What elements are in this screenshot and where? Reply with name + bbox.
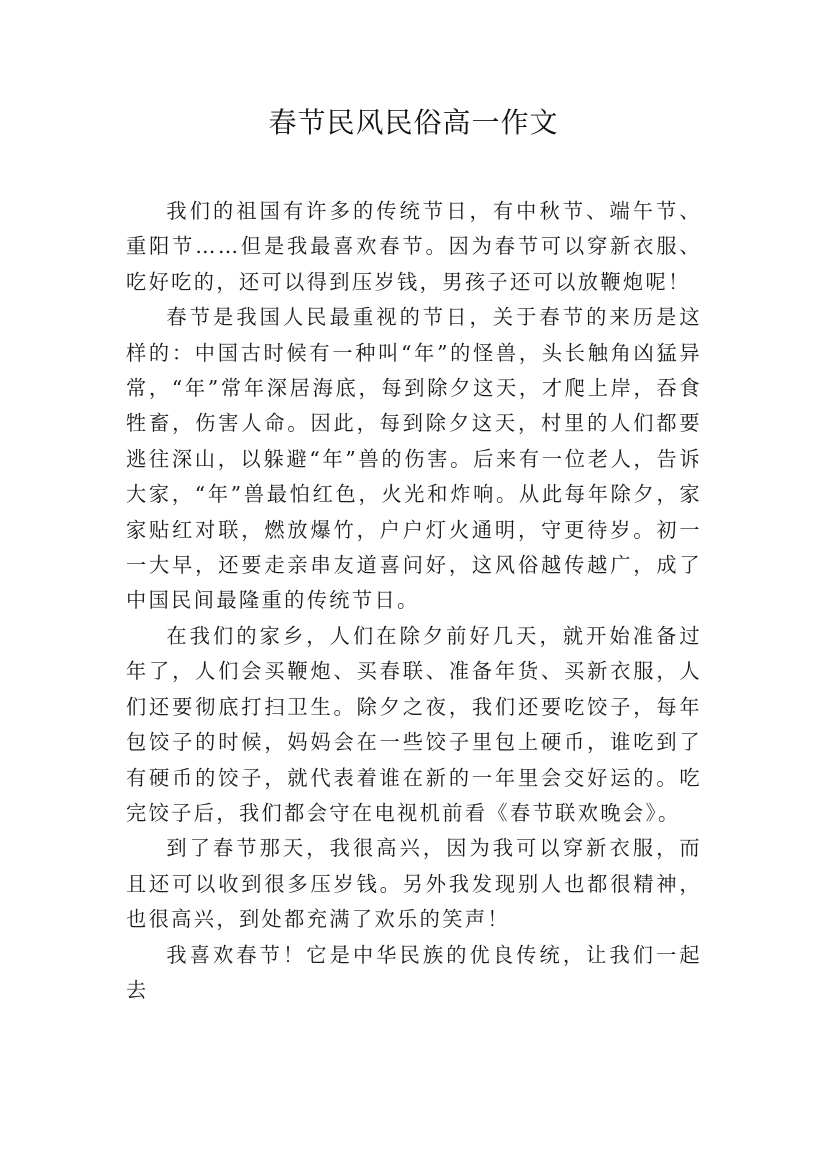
paragraph: 我们的祖国有许多的传统节日，有中秋节、端午节、重阳节……但是我最喜欢春节。因为春节可以穿新衣服、吃好吃的，还可以得到压岁钱，男孩子还可以放鞭炮呢！: [126, 199, 702, 294]
paragraph: 我喜欢春节！它是中华民族的优良传统，让我们一起去: [126, 942, 702, 1002]
document-title: 春节民风民俗高一作文: [268, 106, 559, 139]
paragraph: 在我们的家乡，人们在除夕前好几天，就开始准备过年了，人们会买鞭炮、买春联、准备年货、买新衣服，人们还要彻底打扫卫生。除夕之夜，我们还要吃饺子，每年包饺子的时候，妈妈会在一些饺子里包上硬币，谁吃到了有硬币的饺子，就代表着谁在新的一年里会交好运的。吃完饺子后，我们都会守在电视机前看《春节联欢晚会》。: [126, 623, 702, 825]
paragraph: 到了春节那天，我很高兴，因为我可以穿新衣服，而且还可以收到很多压岁钱。另外我发现别人也都很精神，也很高兴，到处都充满了欢乐的笑声！: [126, 836, 702, 932]
document-body: [126, 194, 702, 1008]
paragraph: 春节是我国人民最重视的节日，关于春节的来历是这样的：中国古时候有一种叫“年”的怪兽，头长触角凶猛异常，“年”常年深居海底，每到除夕这天，才爬上岸，吞食牲畜，伤害人命。因此，每到除夕这天，村里的人们都要逃往深山，以躲避“年”兽的伤害。后来有一位老人，告诉大家，“年”兽最怕红色，火光和炸响。从此每年除夕，家家贴红对联，燃放爆竹，户户灯火通明，守更待岁。初一一大早，还要走亲串友道喜问好，这风俗越传越广，成了中国民间最隆重的传统节日。: [126, 305, 702, 613]
